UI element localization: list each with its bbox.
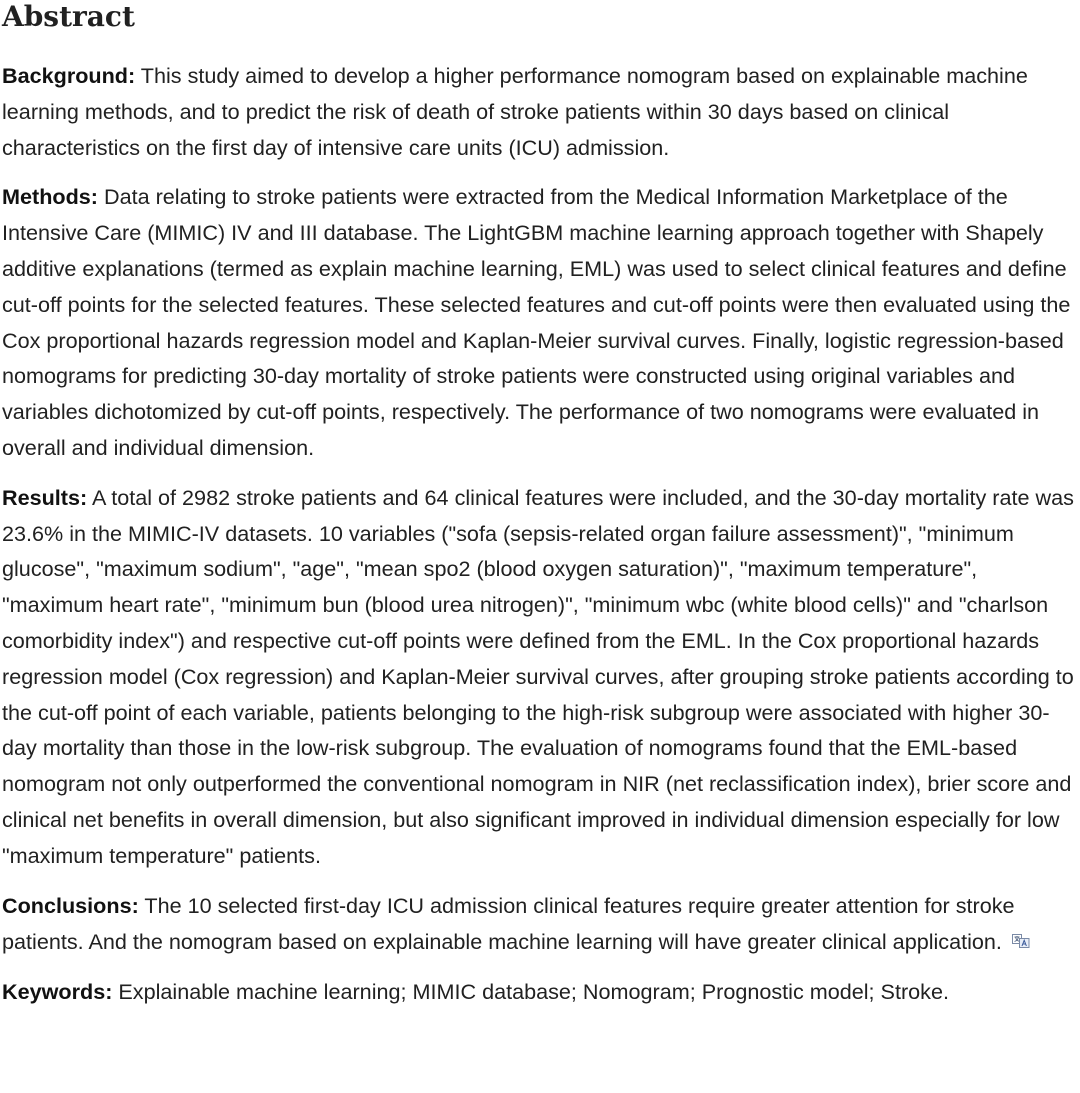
translate-icon[interactable] [1012,923,1030,937]
keywords-text: Explainable machine learning; MIMIC database; Nomogram; Prognostic model; Stroke. [118,979,949,1005]
conclusions-label: Conclusions: [2,892,139,918]
conclusions-text: The 10 selected first-day ICU admission clinical features require greater attention for stroke patients. And the nomogram based on explainable machine learning will have greater clinical application. [2,892,1015,955]
abstract-title: Abstract [2,0,135,33]
methods-label: Methods: [2,184,98,210]
results-text: A total of 2982 stroke patients and 64 clinical features were included, and the 30-day mortality rate was 23.6% in the MIMIC-IV datasets. 10 variables ("sofa (sepsis-related organ failure assessment)", "minimum glucose", "maximum sodium", "age", "mean spo2 (blood oxygen saturation)", "maximum temperature", "maximum heart rate", "minimum bun (blood urea nitrogen)", "minimum wbc (white blood cells)" and "charlson comorbidity index") and respective cut-off points were defined from the EML. In the Cox proportional hazards regression model (Cox regression) and Kaplan-Meier survival curves, after grouping stroke patients according to the cut-off point of each variable, patients belonging to the high-risk subgroup were associated with higher 30-day mortality than those in the low-risk subgroup. The evaluation of nomograms found that the EML-based nomogram not only outperformed the conventional nomogram in NIR (net reclassification index), brier score and clinical net benefits in overall dimension, but also significant improved in individual dimension especially for low "maximum temperature" patients. [2,484,1074,868]
background-label: Background: [2,63,136,88]
keywords-section [2,974,1080,1010]
conclusions-section [2,888,1080,961]
background-section [2,58,1080,165]
methods-text: Data relating to stroke patients were extracted from the Medical Information Marketplace of the Intensive Care (MIMIC) IV and III database. The LightGBM machine learning approach together with Shapely additive explanations (termed as explain machine learning, EML) was used to select clinical features and define cut-off points for the selected features. These selected features and cut-off points were then evaluated using the Cox proportional hazards regression model and Kaplan-Meier survival curves. Finally, logistic regression-based nomograms for predicting 30-day mortality of stroke patients were constructed using original variables and variables dichotomized by cut-off points, respectively. The performance of two nomograms were evaluated in overall and individual dimension. [2,184,1071,460]
results-label: Results: [2,484,88,510]
background-text: This study aimed to develop a higher performance nomogram based on explainable machine learning methods, and to predict the risk of death of stroke patients within 30 days based on clinical characteristics on the first day of intensive care units (ICU) admission. [2,63,1028,160]
results-section [2,480,1080,874]
methods-section [2,179,1080,465]
keywords-label: Keywords: [2,979,113,1005]
